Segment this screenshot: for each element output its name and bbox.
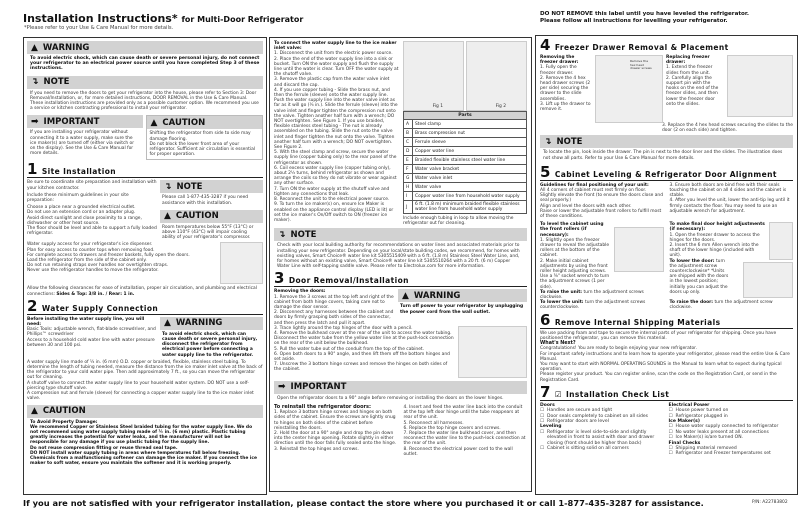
part-letter: I (404, 192, 413, 201)
checkbox-icon[interactable]: ☐ (540, 445, 545, 451)
list-item: Do not run retaining straps over handles nor overtighten straps. (27, 263, 169, 269)
list-item: You may want to start with NORMAL OPERATING SOUNDS in the Manual to learn what to expect during typical operation. (540, 361, 782, 373)
note-text: If you need to remove the doors to get your refrigerator into the house, please refer to Section 3: Door Removal/Installation, or, for more detailed instructions, DOOR REMOVAL in the Use & Care Manual. These installation instructions are provided only as a possible customer option. We recommend you use a service or kitchen contracting professional to install your refrigerator. (30, 90, 259, 112)
parts-row (404, 120, 527, 129)
s2-intro: Before installing the water supply line, you will need: (27, 316, 145, 328)
checkbox-icon[interactable]: ☐ (668, 451, 673, 457)
list-item: Access to a household cold water line with water pressure between 30 and 100 psi. (27, 337, 155, 348)
step: 7. Unscrew the 3 bottom hinge screws and remove the hinges on both sides of the cabinet. (274, 362, 448, 373)
checkbox-icon[interactable]: ☐ (540, 408, 545, 414)
part-name: Water valve (413, 183, 527, 192)
remove-drawer-title: Removing the freezer drawer: (540, 55, 579, 66)
caution-title: To Avoid Property Damage: (30, 419, 98, 425)
step: 4. After you level the unit, lower the anti-tip leg until it firmly contacts the floor. You may need to use an adjustable wrench for adjustment. (669, 198, 790, 214)
step: 6. Replace the top hinge covers and screws. (403, 425, 501, 431)
checklist-label: Refrigerator and Freezer temperatures set (675, 451, 771, 457)
checkbox-checked-icon: ☑ (554, 389, 562, 399)
checklist-group-title: Leveling (540, 424, 562, 430)
step: 8. Reconnect the electrical power cord to the wall outlet. (403, 446, 513, 457)
section-2-heading: 2 Water Supply Connection (27, 300, 263, 315)
important-header: ➡ IMPORTANT (27, 115, 143, 128)
step: 1. Open the freezer drawer to access the hinges for the doors. (669, 232, 760, 243)
parts-row (404, 192, 527, 201)
reinstall-title: To reinstall the refrigerator doors: (274, 404, 371, 411)
checklist-group-title: Doors (540, 402, 555, 408)
warning-header: ▲ WARNING (398, 289, 527, 302)
parts-row (404, 138, 527, 147)
parts-row (404, 165, 527, 174)
warning-icon: ▲ (31, 406, 38, 416)
list-item: Plan for easy access to counter tops when removing food. (27, 247, 155, 253)
door-title: To make final door height adjustments (if necessary): (669, 222, 765, 233)
checklist-item[interactable] (540, 446, 665, 451)
parts-row (404, 156, 527, 165)
part-letter: G (404, 174, 413, 183)
checklist-label: Refrigerator doors are level (547, 418, 609, 424)
list-item: A shutoff valve to connect the water supply line to your household water system. DO NOT use a self-piercing type shutoff valve. (27, 380, 249, 391)
subtitle: *Please refer to your Use & Care Manual for more details. (24, 25, 174, 31)
checkbox-icon[interactable]: ☐ (540, 429, 545, 435)
guide-after: Raise or lower the adjustable front rollers to fulfill most of these conditions. (540, 208, 662, 220)
section-3-heading: 3 Door Removal/Installation (274, 272, 527, 287)
step: 1. Slightly open the freezer drawer to reveal the adjustable rollers at the bottom of the cabinet. (540, 237, 610, 259)
part-name: Water valve inlet (413, 174, 527, 183)
warning-header: ▲ WARNING (27, 41, 263, 54)
list-item: Slightly elevate the front (to ensure the doors close and seal properly.) (540, 193, 663, 204)
caution-item: Chemicals from a malfunctioning softener can damage the ice maker. If you connect the ice maker to soft water, ensure you maintain the softener and it is working properly. (30, 455, 257, 467)
step: 7. Replace the water line bulkhead cover, and then reconnect the water line to the push-lock connection at the rear of the unit. (403, 431, 526, 447)
parts-note: Include enough tubing in loop to allow moving the refrigerator out for cleaning. (403, 216, 514, 227)
checkbox-icon[interactable]: ☐ (668, 445, 673, 451)
step: 5. Pull the water tube out of the conduit from the top of the cabinet. (274, 346, 425, 352)
part-letter: J (404, 201, 413, 214)
step: 3. Remove the plastic cap from the water valve inlet and discard the cap. (274, 77, 390, 88)
checklist-label: House water supply connected to refrigerator (675, 424, 779, 430)
checklist-label: Shipping material removed (675, 445, 737, 451)
step: 1. Extend the freezer slides from the unit. (666, 65, 713, 76)
step: 2. Disconnect any harnesses between the cabinet and doors by firmly grasping both sides of the connector, and then press the latch and pull it apart. (274, 310, 394, 326)
list-item: Choose a place near a grounded electrical outlet. (27, 205, 136, 211)
caution-header: ▲ CAUTION (147, 116, 263, 129)
warning-icon: ▲ (31, 42, 38, 53)
refrigerator-dolly-illustration (220, 242, 263, 284)
note-icon: ↴ (164, 181, 172, 192)
clearance-text: Allow the following clearances for ease of installation, proper air circulation, and plumbing and electrical connections: Sides & Top: 3/8 in. / Rear: 1 in. (27, 286, 257, 297)
step: 1. Fully open the freezer drawer. (540, 65, 577, 76)
part-letter: D (404, 147, 413, 156)
checklist-label: Door seals completely to cabinet on all sides (547, 413, 648, 419)
part-letter: H (404, 183, 413, 192)
arrow-right-icon: ➡ (278, 382, 286, 393)
note-icon: ↴ (31, 77, 39, 88)
step: 2. Remove the 4 hex head drawer screws (2 per side) securing the drawer to the slide assemblies. (540, 75, 591, 102)
list-item: Avoid direct sunlight and close proximity to a range, dishwasher or other heat source. (27, 215, 142, 226)
step: 3. Replace the 4 hex head screws securing the slides to the door (2 on each side) and tighten. (662, 123, 793, 134)
part-letter: E (404, 156, 413, 165)
caution-text: Room temperatures below 55°F (13°C) or above 110°F (43°C) will impair cooling ability of your refrigerator's compressor. (162, 224, 254, 241)
checkbox-icon[interactable]: ☐ (668, 408, 673, 414)
step: 2. Make initial cabinet adjustments by using the front roller height adjusting screws. Use a ⅜" socket wrench to turn the adjustment screws (1 per side). (540, 258, 610, 290)
whats-next-intro: Congratulations! You are ready to begin enjoying your new refrigerator. (540, 346, 697, 352)
warning-header: ▲ WARNING (160, 317, 263, 330)
checklist-label: Ice Maker(s) is/are turned ON. (675, 435, 743, 441)
checklist-group-title: Electrical Power (668, 402, 710, 408)
checklist-item[interactable] (669, 451, 794, 456)
parts-row (404, 129, 527, 138)
part-name: Water valve bracket (413, 165, 527, 174)
note-text: Check with your local building authority for recommendations on water lines and associated materials prior to installing your new refrigerator. Depending on your local/state building codes, we recommend, for homes with existing valves, Smart Choice® water line kit 5305515409 with a 6 ft. (1.8 m) Stainless Steel Water Line, and, for homes without an existing valve, Smart Choice® water line kit 5305510264 with a 20 ft. (6 m) Copper Water Line with self-tapping saddle valve. Please refer to Electrolux.com for more information. (277, 243, 520, 270)
warning-icon: ▲ (164, 211, 171, 222)
caution-item: Shifting the refrigerator from side to side may damage flooring. (149, 131, 251, 142)
connect-title: To connect the water supply line to the ice maker inlet valve: (274, 41, 397, 52)
checkbox-icon[interactable]: ☐ (540, 413, 545, 419)
step: 5. Reconnect all harnesses. (403, 420, 464, 426)
note-text: Please call 1-877-435-3287 if you need assistance with this installation. (162, 195, 249, 206)
checkbox-icon[interactable]: ☐ (540, 418, 545, 424)
list-item: Please register your product. You can register online, scan the code on the Registration Card, or send in the Registration Card. (540, 372, 777, 383)
list-item: The floor should be level and able to support a fully loaded refrigerator. (27, 226, 157, 237)
note-header: ↴ NOTE (160, 180, 263, 193)
note-text: To locate the pin, look inside the drawer. The pin is next to the door liner and the slides. The illustration does not show all parts. Refer to your Use & Care Manual for more details. (543, 150, 783, 161)
note-icon: ↴ (278, 229, 286, 240)
list-item: Never use the refrigerator handles to move the refrigerator. (27, 268, 159, 274)
parts-row (404, 183, 527, 192)
s1-intro: Be sure to coordinate site preparation and installation with your kitchen contractor. (27, 180, 157, 191)
important-header: ➡ IMPORTANT (274, 381, 527, 394)
list-item: Align and level the doors with each other. (540, 203, 632, 209)
part-name: Steel clamp (413, 120, 527, 129)
list-item: Load the refrigerator from the side of the cabinet only. (27, 258, 147, 264)
step: 3. Trace lightly around the top hinges of the door with a pencil. (274, 325, 413, 331)
section-1-heading: 1 Site Installation (27, 163, 263, 178)
part-letter: A (404, 120, 413, 129)
step: 3. Ensure both doors are bind free with their seals touching the cabinet on all 4 sides and the cabinet is stable. (669, 182, 787, 199)
note-header: ↴ NOTE (540, 135, 793, 148)
step: 4. Remove the bulkhead cover at the rear of the unit to access the water tubing. Disconnect the water tube from the yellow water line at the push-lock connection on the rear of the unit below the bulkhead. (274, 331, 454, 347)
page-title: Installation Instructions* for Multi-Door Refrigerator (23, 12, 304, 25)
step: 4. If you use copper tubing - Slide the brass nut, and then the ferrule (sleeve) onto the water supply line. Push the water supply line into the water valve inlet as far as it will go (¼ in.). Slide the ferrule (sleeve) into the valve inlet and finger tighten the compression nut onto the valve. Tighten another half turn with a wrench; DO NOT overtighten. See Figure 1. If you use braided, flexible stainless steel tubing - The nut is already assembled on the tubing. Slide the nut onto the valve inlet and finger tighten the nut onto the valve. Tighten another half turn with a wrench; DO NOT overtighten. See Figure 2. (274, 87, 398, 151)
checklist-label: No water leaks present at all connections (675, 429, 769, 435)
column-3: 4 Freezer Drawer Removal & Placement Removing the freezer drawer: 1. Fully open the freezer drawer. 2. Remove the 4 hex head drawer screws (2 per side) securing the drawer to the slide assemblies. 3. Lift up the drawer to remove it. Remove the hex head drawer screws Replacing freezer drawer: 1. Extend the freezer slides from the unit. 2. Carefully align the support pin with the hooks on the end of the freezer slides, and then lower the freezer door onto the slides. 3. Replace the 4 hex head screws securing the slides to the door (2 on each side) and tighten. ↴ NOTE To locate the pin, look inside the drawer. The pin is next to the door liner and the slides. The illustration does not show all parts. Refer to your Use & Care Manual for more details. 5 Cabinet Leveling & Refrigerator Door Alignment Guidelines for final positioning of your unit: All 4 corners of cabinet must rest firmly on floor. Slightly elevate the front (to ensure the doors close and seal properly.) Align and level the doors with each other. Raise or lower the adjustable front rollers to fulfill most of these conditions. 3. Ensure both doors are bind free with their seals touching the cabinet on all 4 sides and the cabinet is stable. 4. After you level the unit, lower the anti-tip leg until it firmly contacts the floor. You may need to use an adjustable wrench for adjustment. To level the cabinet using the front rollers (if necessary): 1. Slightly open the freezer drawer to reveal the adjustable rollers at the bottom of the cabinet. 2. Make initial cabinet adjustments by using the front roller height adjusting screws. Use a ⅜" socket wrench to turn the adjustment screws (1 per side). To raise the unit: turn the adjustment screws clockwise. To lower the unit: turn the adjustment screws counterclockwise. To make final door height adjustments (if necessary): 1. Open the freezer drawer to access the hinges for the doors. 2. Insert the 6 mm Allen wrench into the shaft of the lower hinge (included with unit). To lower the door: turn the adjustment screw counterclockwise* *Units are shipped with the doors in the lowest position; initially you can adjust the doors up only. To raise the door: turn the adjustment screw clockwise. 6 Remove Internal Shipping Materials We use packing foam and tape to secure the internal parts of your refrigerator for shipping. Once you have positioned the refrigerator, you can remove this material. What's Next? Congratulations! You are ready to begin enjoying your new refrigerator. For important safety instructions and to learn how to operate your refrigerator, please read the entire Use & Care Manual. You may want to start with NORMAL OPERATING SOUNDS in the Manual to learn what to expect during typical operation. Please register your product. You can register online, scan the code on the Registration Card, or send in the Registration Card. 7 ☑ Installation Check List Doors ☐ Handles are secure and tight ☐ Door seals completely to cabinet on all sides ☐ Refrigerator doors are level Leveling ☐ Refrigerator is level side-to-side and slightly elevated in front to assist with door and drawer closing (front should be higher than back) ☐ Cabinet is sitting solid on all corners Electrical Power ☐ House power turned on ☐ Refrigerator plugged in Ice Maker(s) ☐ House water supply connected to refrigerator ☐ No water leaks present at all connections ☐ Ice Maker(s) is/are turned ON. Final Checks ☐ Shipping material removed ☐ Refrigerator and Freezer temperatures set (535, 35, 798, 495)
caution-item: Do not reuse compression fitting or reuse thread seal tape. (30, 445, 178, 451)
step: 1. Replace 3 bottom hinge screws and hinges on both sides of the cabinet. Ensure the screws are lightly snug to hinges on both sides of the cabinet before reinstalling the doors. (274, 410, 396, 431)
checklist-label: Handles are secure and tight (547, 408, 613, 414)
part-letter: C (404, 138, 413, 147)
step: 9. To turn the ice maker(s) on, ensure Ice Maker is enabled on the appliance control display (LED is lit) or set the ice maker's On/Off switch to ON (freezer ice maker). (274, 202, 394, 223)
checkbox-icon[interactable]: ☐ (668, 429, 673, 435)
warning-icon: ▲ (402, 290, 409, 301)
caution-item: DO NOT install water supply tubing in areas where temperatures fall below freezing. (30, 450, 241, 456)
part-name: Ferrule sleeve (413, 138, 527, 147)
step: 2. Hold the door at a 90° angle and drop the pin down into the center hinge opening. Rotate slightly in either direction until the door falls fully sealed onto the hinge. (274, 431, 397, 447)
parts-row (404, 201, 527, 214)
list-item: Basic Tools: adjustable wrench, flat-blade screwdriver, and Phillips™ screwdriver (27, 327, 156, 338)
part-letter: B (404, 129, 413, 138)
caution-item: We recommend Copper or Stainless Steel braided tubing for the water supply line. We do not recommend using water supply tubing made of ¼ in. (6 mm) plastic. Plastic tubing greatly increases the potential for water leaks, and the manufacturer will not be responsible for any damage if you use plastic tubing for the supply line. (30, 424, 253, 446)
warning-text: To avoid electric shock, which can cause death or severe personal injury, disconnect the refrigerator from electrical power before connecting a water supply line to the refrigerator. (162, 331, 258, 358)
hinge-wrench-illustration (743, 262, 793, 298)
replace-drawer-title: Replacing freezer drawer: (666, 55, 710, 66)
warning-text: To avoid electric shock, which can cause death or severe personal injury, do not connect your refrigerator to an electrical power source until you have completed Step 3 of these instructions. (30, 56, 260, 72)
warning-icon: ▲ (150, 117, 158, 128)
step: 6. Open both doors to a 90° angle, and then lift them off the bottom hinges and set aside. (274, 351, 450, 363)
list-item: Water supply access for your refrigerator's ice dispenser. (27, 242, 153, 248)
footer-assistance: If you are not satisfied with your refrigerator installation, please contact the store where you purchased it or call 1-877-435-3287 for assistance. (23, 498, 704, 508)
list-item: A compression nut and ferrule (sleeve) for connecting a copper water supply line to the ice maker inlet valve. (27, 391, 254, 402)
step: 2. Carefully align the support pin with the hooks on the end of the freezer slides, and then lower the freezer door onto the slides. (666, 75, 719, 107)
part-name: Copper water line (413, 147, 527, 156)
note-header: ↴ NOTE (27, 76, 263, 89)
remove-title: Removing the doors: (274, 289, 326, 295)
parts-table: Parts A Steel clamp B Brass compression nut C Ferrule sleeve D Copper water line E Braided flexible stainless steel water line F Water valve bracket G Water valve inlet H Water valve I Copper water line from household water supply J 6 ft. (1.8 m) minimum braided flexible stainless water line from household water supply (403, 111, 527, 214)
note-header: ↴ NOTE (274, 228, 527, 241)
door-height-illustration (769, 222, 793, 260)
step: 4. Insert and feed the water line back into the conduit at the top left door hinge until the tube reappears at rear of the unit. (403, 405, 523, 421)
parts-row (404, 147, 527, 156)
step: 3. Reinstall the top hinges and screws. (274, 446, 359, 452)
checklist-label: Cabinet is sitting solid on all corners (547, 445, 629, 451)
section-5-heading: 5 Cabinet Leveling & Refrigerator Door Alignment (540, 166, 793, 181)
drawer-placement-illustration (727, 55, 793, 117)
figure-2: Fig 2 (466, 41, 527, 111)
checkbox-icon[interactable]: ☐ (668, 413, 673, 419)
step: 5. With the steel clamp and screw, secure the water supply line (copper tubing only) to the rear panel of the refrigerator as shown. (274, 150, 397, 166)
checkbox-icon[interactable]: ☐ (668, 435, 673, 441)
part-number: P/N: A22783802 (752, 500, 788, 505)
checklist-item[interactable] (540, 430, 665, 446)
label-notice: DO NOT REMOVE this label until you have leveled the refrigerator. Please follow all instructions for levelling your refrigerator. (540, 11, 749, 24)
checklist-label: House power turned on (675, 408, 729, 414)
level-title: To level the cabinet using the front rollers (if necessary): (540, 222, 604, 238)
checklist-label: Refrigerator plugged in (675, 413, 728, 419)
important-text: If you are installing your refrigerator without connecting it to a water supply, make sure the ice maker(s) are turned off (either via switch or on the display). See the Use & Care Manual for more details. (30, 130, 135, 157)
whats-next-title: What's Next? (540, 341, 576, 347)
guide-title: Guidelines for final positioning of your unit: (540, 182, 649, 188)
arrow-right-icon: ➡ (31, 116, 39, 127)
step: 6. Coil excess water supply line (copper tubing only), about 2½ turns, behind refrigerator as shown and arrange the coils so they do not vibrate or wear against any other surface. (274, 165, 397, 187)
parts-row (404, 174, 527, 183)
checklist-group-title: Ice Maker(s) (668, 418, 700, 424)
step: 2. Insert the 6 mm Allen wrench into the shaft of the lower hinge (included with unit). (669, 243, 759, 259)
list-item: All 4 corners of cabinet must rest firmly on floor. (540, 188, 647, 194)
part-name: Brass compression nut (413, 129, 527, 138)
step: 7. Turn ON the water supply at the shutoff valve and tighten any connections that leak. (274, 186, 390, 197)
figure-1: Fig 1 (403, 41, 464, 111)
checklist-group-title: Final Checks (668, 440, 701, 446)
s6-text: We use packing foam and tape to secure the internal parts of your refrigerator for shipping. Once you have positioned the refrigerator, you can remove this material. (540, 330, 777, 341)
list-item: For complete access to drawers and freezer baskets, fully open the doors. (27, 252, 190, 258)
roller-illustration (614, 227, 664, 272)
part-name: Braided flexible stainless steel water line (413, 156, 527, 165)
step: 3. Lift up the drawer to remove it. (540, 101, 591, 113)
list-item: Do not use an extension cord or an adapter plug. (27, 210, 136, 216)
caution-item: Do not block the lower front area of your refrigerator. Sufficient air circulation is essential for proper operation. (149, 141, 255, 158)
checklist-label: Refrigerator is level side-to-side and slightly elevated in front to assist with door and drawer closing (front should be higher than back) (547, 429, 655, 446)
step: 1. Disconnect the unit from the electric power source. (274, 51, 393, 57)
section-4-heading: 4 Freezer Drawer Removal & Placement (540, 36, 729, 54)
column-1 (23, 37, 267, 495)
checkbox-icon[interactable]: ☐ (668, 424, 673, 430)
step: 1. Remove the 3 screws at the top left and right of the cabinet from both hinge covers, taking care not to damage the door sensor. (274, 294, 394, 311)
list-item: A water supply line made of ¼ in. (6 mm) O.D. copper or braided, flexible, stainless steel tubing. To determine the length of tubing needed, measure the distance from the ice maker inlet valve at the back of the refrigerator to your cold water pipe. Then add approximately 7 ft., so you can move the refrigerator out for cleaning. (27, 359, 263, 381)
part-letter: F (404, 165, 413, 174)
section-6-heading: 6 Remove Internal Shipping Materials (540, 314, 793, 329)
list-item: For important safety instructions and to learn how to operate your refrigerator, please read the entire Use & Care Manual. (540, 351, 790, 362)
step: 2. Place the end of the water supply line into a sink or bucket. Turn ON the water supply and flush the supply line until the water is clear. Turn OFF the water supply at the shutoff valve. (274, 56, 399, 78)
step: 8. Reconnect the unit to the electrical power source. (274, 197, 390, 203)
s1-intro2: Include these minimum guidelines in your site preparation: (27, 192, 129, 204)
part-name: Copper water line from household water supply (413, 192, 527, 201)
warning-icon: ▲ (164, 318, 171, 329)
column-2 (269, 37, 532, 492)
section-7-heading: 7 ☑ Installation Check List (540, 386, 793, 401)
hinge-illustration (458, 326, 527, 378)
part-name: 6 ft. (1.8 m) minimum braided flexible stainless water line from household water supply (413, 201, 527, 214)
note-icon: ↴ (544, 136, 552, 147)
caution-header: ▲ CAUTION (27, 405, 263, 418)
warning-text: Turn off power to your refrigerator by unplugging the power cord from the wall outlet. (400, 304, 524, 315)
caution-header: ▲ CAUTION (160, 210, 263, 223)
important-text: Open the refrigerator doors to a 90° angle before removing or installing the doors on the lower hinges. (277, 395, 504, 401)
drawer-removal-illustration: Remove the hex head drawer screws (595, 55, 663, 123)
